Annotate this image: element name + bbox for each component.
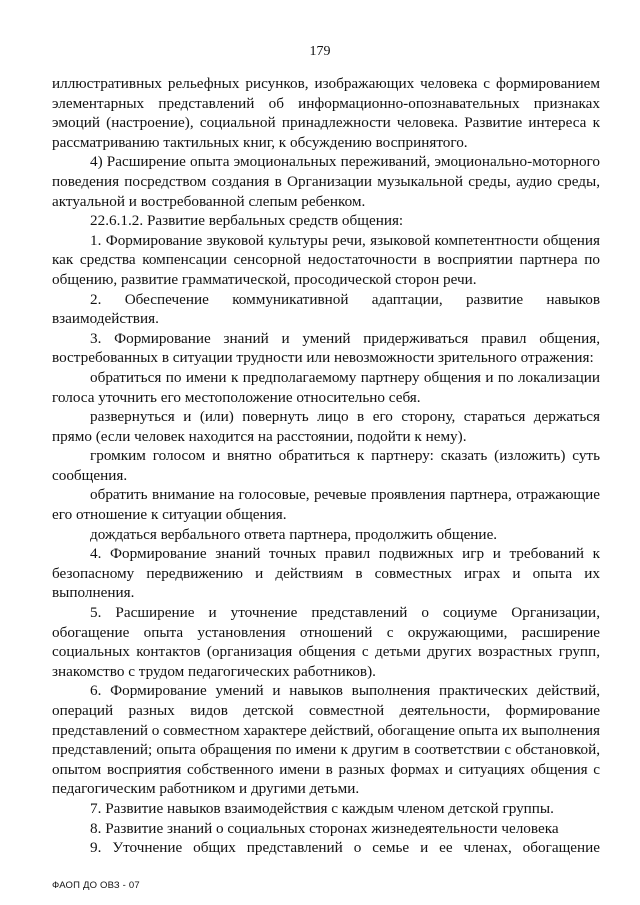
paragraph-14: 7. Развитие навыков взаимодействия с каждым членом детской группы.	[90, 799, 554, 817]
paragraph-10: дождаться вербального ответа партнера, продолжить общение.	[90, 525, 498, 543]
paragraph-2: 22.6.1.2. Развитие вербальных средств общения:	[90, 212, 404, 230]
paragraph-16: 9. Уточнение общих представлений о семье и ее членах, обогащение	[90, 839, 600, 857]
paragraph-6: обратиться по имени к предполагаемому партнеру общения и по локализации голоса уточнить его местоположение относительно себя.	[52, 368, 600, 406]
paragraph-1: 4) Расширение опыта эмоциональных переживаний, эмоционально-моторного поведения посредством создания в Организации музыкальной среды, аудио среды, актуальной и востребованной слепым ребенком.	[52, 153, 600, 210]
page-footer: ФАОП ДО ОВЗ - 07	[52, 880, 140, 891]
paragraph-8: громким голосом и внятно обратиться к партнеру: сказать (изложить) суть сообщения.	[52, 447, 600, 484]
paragraph-12: 5. Расширение и уточнение представлений о социуме Организации, обогащение опыта установления отношений с окружающими, расширение социальных контактов (организация общения с детьми других возрастных групп, знакомство с трудом педагогических работников).	[52, 604, 600, 680]
paragraph-3: 1. Формирование звуковой культуры речи, языковой компетентности общения как средства компенсации сенсорной недостаточности в восприятии партнера по общению, развитие грамматической, просодической сторон речи.	[52, 231, 600, 288]
paragraph-0: иллюстративных рельефных рисунков, изображающих человека с формированием элементарных представлений об информационно-опознавательных признаках эмоций (настроение), социальной принадлежности человека. Развитие интереса к рассматриванию тактильных книг, к обсуждению воспринятого.	[52, 75, 600, 151]
page-number: 179	[309, 44, 331, 59]
paragraph-11: 4. Формирование знаний точных правил подвижных игр и требований к безопасному передвижению и действиям в совместных играх и опыта их выполнения.	[52, 545, 600, 602]
paragraph-4: 2. Обеспечение коммуникативной адаптации, развитие навыков взаимодействия.	[52, 290, 600, 328]
paragraph-15: 8. Развитие знаний о социальных сторонах жизнедеятельности человека	[90, 819, 559, 837]
document-body	[52, 74, 600, 858]
paragraph-7: развернуться и (или) повернуть лицо в его сторону, стараться держаться прямо (если человек находится на расстоянии, подойти к нему).	[52, 408, 600, 445]
paragraph-9: обратить внимание на голосовые, речевые проявления партнера, отражающие его отношение к ситуации общения.	[52, 486, 600, 524]
paragraph-5: 3. Формирование знаний и умений придерживаться правил общения, востребованных в ситуации трудности или невозможности зрительного отражения:	[52, 329, 600, 367]
paragraph-13: 6. Формирование умений и навыков выполнения практических действий, операций разных видов детской совместной деятельности, формирование представлений о совместном характере действий, обогащение опыта их выполнения представлений; опыта обращения по имени к другим в соответствии с обстановкой, опытом восприятия собственного имени в разных формах и ситуациях общения с педагогическим работником и другими детьми.	[52, 682, 601, 798]
